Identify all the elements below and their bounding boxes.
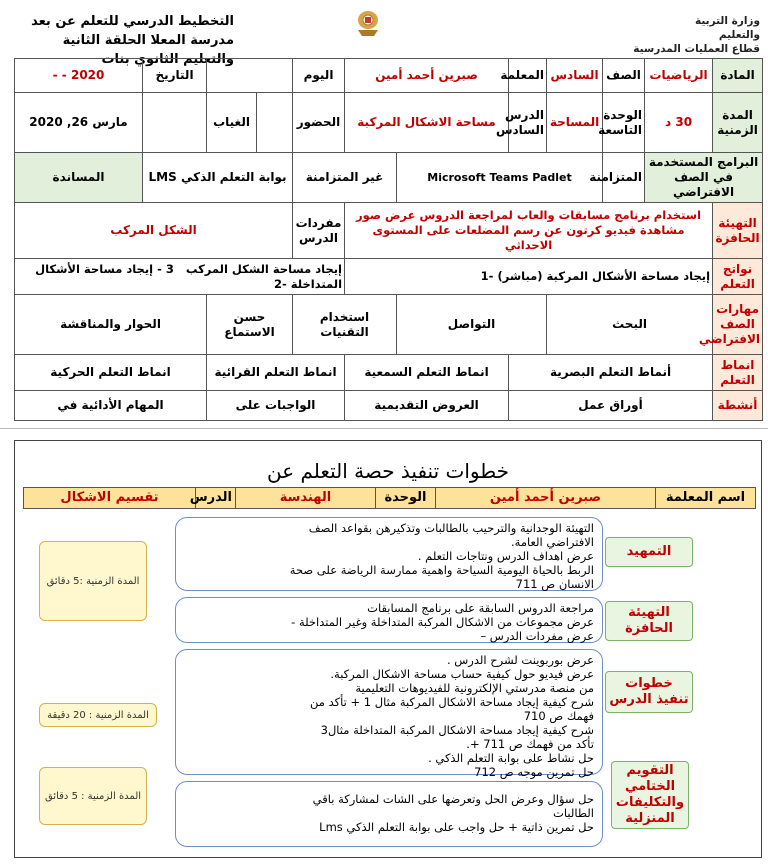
header-line: والتعليم الثانوي بنات	[101, 52, 234, 67]
subject-label: المادة	[713, 59, 763, 93]
style-item: انماط التعلم السمعية	[345, 355, 509, 391]
header-line: التخطيط الدرسي للتعلم عن بعد	[31, 14, 234, 29]
outcome-1: إيجاد مساحة الأشكال المركبة (مباشر) -1	[345, 259, 713, 295]
teacher-label: اسم المعلمة	[656, 488, 756, 509]
lesson-value: مساحة الاشكال المركبة	[345, 93, 509, 153]
step-line: عرض مفردات الدرس –	[480, 629, 594, 643]
header-line: قطاع العمليات المدرسية	[633, 43, 760, 55]
async-value: بوابة التعلم الذكي LMS	[143, 153, 293, 203]
style-item: انماط التعلم الحركية	[15, 355, 207, 391]
duration-badge: المدة الزمنية : 20 دقيقة	[39, 703, 157, 727]
step-line: تأكد من فهمك ص 711 +.	[466, 737, 594, 751]
step-line: حل تمرين موجه ص 712	[474, 765, 594, 779]
activity-item: أوراق عمل	[509, 391, 713, 421]
step-line: حل نشاط على بوابة التعلم الذكي .	[428, 751, 594, 765]
duration-value: 30 د	[645, 93, 713, 153]
attendance-label: الحضور	[293, 93, 345, 153]
programs-label: البرامج المستخدمة في الصف الافتراضي	[645, 153, 763, 203]
step-content-intro	[175, 517, 603, 591]
teacher-label: المعلمة	[509, 59, 547, 93]
skill-item: استخدام التقنيات	[293, 295, 397, 355]
skill-item: التواصل	[397, 295, 547, 355]
lesson-steps-page	[14, 440, 762, 858]
skills-label: مهارات الصف الافتراضي	[713, 295, 763, 355]
step-line: عرض اهداف الدرس ونتاجات التعلم .	[417, 549, 594, 563]
header-line: وزارة التربية	[694, 15, 760, 27]
step-line: عرض فيديو حول كيفية حساب مساحة الاشكال المركبة.	[330, 667, 594, 681]
step-label-closing: التقويم الختامي والتكليفات المنزلية	[611, 761, 689, 829]
step-label-execution: خطوات تنفيذ الدرس	[605, 671, 693, 713]
date-label: التاريخ	[143, 59, 207, 93]
unit-value: المساحة	[547, 93, 603, 153]
lesson-info-table	[23, 487, 756, 509]
header-ministry-info	[560, 14, 760, 56]
outcome-3-text: 3 - إيجاد مساحة الأشكال المتداخلة -2	[35, 261, 343, 291]
step-content-closing	[175, 781, 603, 847]
grade-label: الصف	[603, 59, 645, 93]
support-label: المساندة	[15, 153, 143, 203]
motivation-text: استخدام برنامج مسابقات والعاب لمراجعة الدروس عرض صور مشاهدة فيديو كرتون عن رسم المضلعات على المستوى الاحداثي	[345, 203, 713, 259]
step-line: مراجعة الدروس السابقة على برنامج المسابقات	[367, 601, 594, 615]
unit-label: الوحدة التاسعة	[603, 93, 645, 153]
step-line: شرح كيفية إيجاد مساحة الاشكال المركبة مثال 1 + تأكد من	[310, 695, 594, 709]
day-label: اليوم	[293, 59, 345, 93]
step-line: حل سؤال وعرض الحل وتعرضها على الشات لمشاركة باقي	[312, 792, 594, 806]
step-line: من منصة مدرستي الإلكترونية للفيديوهات التعليمية	[355, 681, 594, 695]
steps-title: خطوات تنفيذ حصة التعلم عن	[266, 459, 510, 483]
year-value: 2020 - -	[15, 59, 143, 93]
outcome-2	[15, 259, 345, 295]
duration-label: المدة الزمنية	[713, 93, 763, 153]
unit-value: الهندسة	[236, 488, 376, 509]
step-content-motivation	[175, 597, 603, 643]
unit-label: الوحدة	[376, 488, 436, 509]
absence-value	[143, 93, 207, 153]
sync-label: المتزامنة	[603, 153, 645, 203]
day-value	[207, 59, 293, 93]
lesson-value: تقسيم الاشكال	[24, 488, 196, 509]
step-line: الانسان ص 711	[515, 577, 594, 591]
step-line: التهيئة الوجدانية والترحيب بالطالبات وتذكيرهن بقواعد الصف	[308, 521, 594, 535]
step-line: عرض مجموعات من الاشكال المركبة المتداخلة وغير المتداخلة -	[291, 615, 594, 629]
vocab-label: مفردات الدرس	[293, 203, 345, 259]
outcome-2-text: إيجاد مساحة الشكل المركب	[185, 261, 343, 276]
header-line: مدرسة المعلا الحلقة الثانية	[62, 33, 234, 48]
lesson-label: الدرس السادس	[509, 93, 547, 153]
style-item: انماط التعلم القرائية	[207, 355, 345, 391]
step-label-motivation: التهيئة الحافزة	[605, 601, 693, 641]
step-line: الطالبات	[553, 806, 594, 820]
styles-label: انماط التعلم	[713, 355, 763, 391]
step-line: عرض بوربوينت لشرح الدرس .	[446, 653, 594, 667]
step-line: الافتراضي العامة.	[511, 535, 594, 549]
activity-item: الواجبات على	[207, 391, 345, 421]
teacher-value: صبرين أحمد أمين	[345, 59, 509, 93]
skill-item: حسن الاستماع	[207, 295, 293, 355]
step-line: شرح كيفية إيجاد مساحة الاشكال المركبة المتداخلة مثال3	[320, 723, 594, 737]
skill-item: الحوار والمناقشة	[15, 295, 207, 355]
step-label-intro: التمهيد	[605, 537, 693, 567]
step-content-execution	[175, 649, 603, 779]
sync-value: Microsoft Teams Padlet	[397, 153, 603, 203]
activity-item: العروض التقديمية	[345, 391, 509, 421]
attendance-value	[257, 93, 293, 153]
skill-item: البحث	[547, 295, 713, 355]
teacher-value: صبرين أحمد أمين	[436, 488, 656, 509]
step-line: حل تمرين ذاتية + حل واجب على بوابة التعلم الذكي Lms	[319, 820, 594, 834]
async-label: غير المتزامنة	[293, 153, 397, 203]
step-line: فهمك ص 710	[523, 709, 594, 723]
duration-badge: المدة الزمنية : 5 دقائق	[39, 767, 147, 825]
lesson-plan-page	[0, 0, 768, 428]
uae-emblem-icon	[354, 8, 382, 40]
motivation-label: التهيئة الحافزة	[713, 203, 763, 259]
absence-label: الغياب	[207, 93, 257, 153]
lesson-label: الدرس	[196, 488, 236, 509]
page-divider	[0, 428, 768, 438]
outcomes-label: نواتج التعلم	[713, 259, 763, 295]
duration-badge: المدة الزمنية :5 دقائق	[39, 541, 147, 621]
activities-label: أنشطة	[713, 391, 763, 421]
lesson-plan-table	[14, 58, 763, 421]
grade-value: السادس	[547, 59, 603, 93]
style-item: أنماط التعلم البصرية	[509, 355, 713, 391]
header-line: والتعليم	[718, 29, 760, 41]
activity-item: المهام الأدائية في	[15, 391, 207, 421]
date-value: مارس 26, 2020	[15, 93, 143, 153]
step-line: الربط بالحياة اليومية السياحة واهمية ممارسة الرياضة على صحة	[289, 563, 594, 577]
subject-value: الرياضيات	[645, 59, 713, 93]
vocab-value: الشكل المركب	[15, 203, 293, 259]
